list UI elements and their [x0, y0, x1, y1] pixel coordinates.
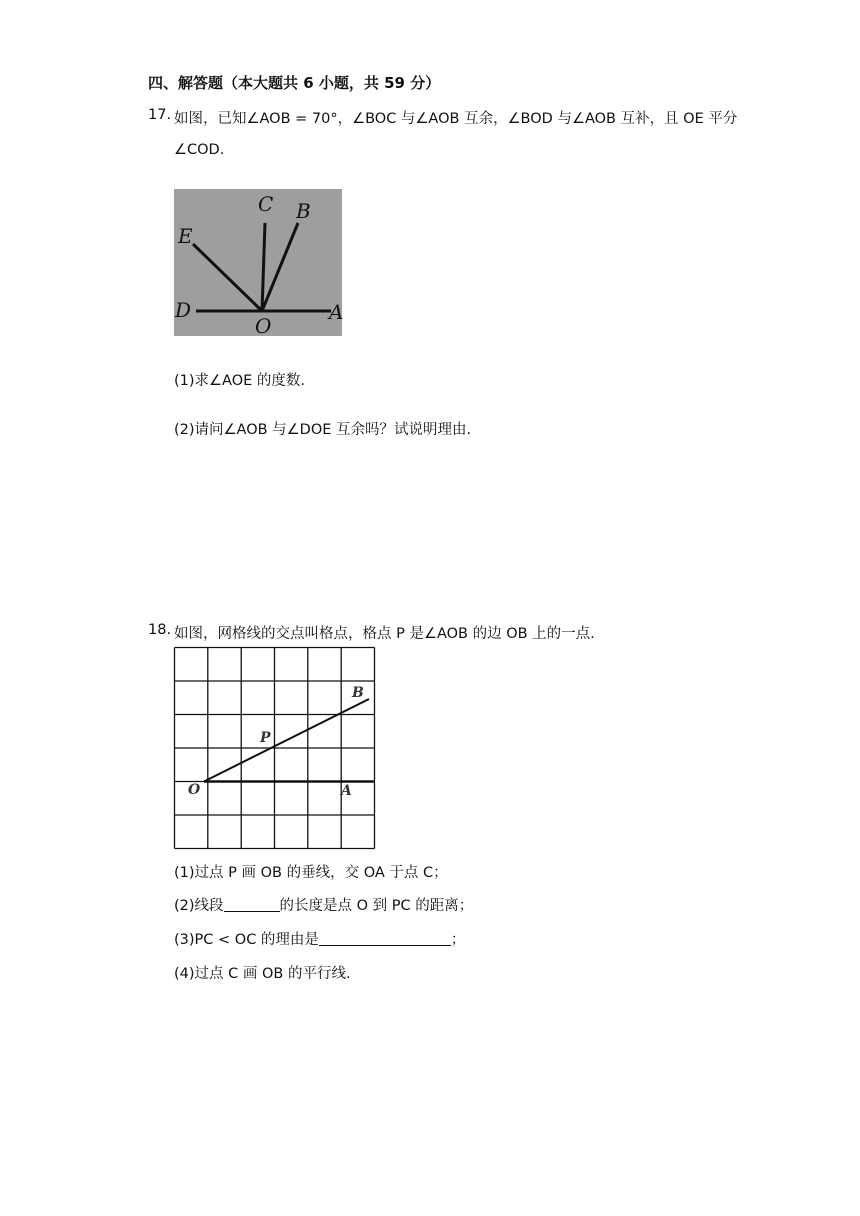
q17-intro-line1: 如图，已知∠AOB = 70°，∠BOC 与∠AOB 互余，∠BOD 与∠AOB 互补，且 OE 平分 [174, 111, 738, 127]
q17-number: 17. [148, 107, 172, 123]
q18-sub3-prefix: (3)PC < OC 的理由是 [174, 932, 319, 948]
label-o: O [188, 782, 201, 798]
q17-intro-line2: ∠COD. [174, 142, 225, 158]
q18-sub4: (4)过点 C 画 OB 的平行线. [174, 966, 351, 982]
q18-number: 18. [148, 622, 172, 638]
label-d: D [175, 298, 192, 322]
q17-angle-svg [174, 189, 342, 336]
label-p: P [260, 730, 271, 746]
label-c: C [258, 192, 274, 216]
q18-sub3-suffix: ； [450, 932, 466, 948]
q18-sub2-answer-blank[interactable] [224, 897, 280, 912]
label-e: E [178, 224, 193, 248]
label-b: B [296, 199, 311, 223]
q18-sub3 [174, 928, 465, 949]
q18-intro: 如图，网格线的交点叫格点，格点 P 是∠AOB 的边 OB 上的一点. [174, 626, 595, 642]
q18-sub1: (1)过点 P 画 OB 的垂线，交 OA 于点 C； [174, 865, 448, 881]
label-a: A [329, 300, 344, 324]
label-b: B [352, 685, 364, 701]
section-title: 四、解答题（本大题共 6 小题，共 59 分） [148, 74, 441, 92]
q18-sub2-suffix: 的长度是点 O 到 PC 的距离； [279, 898, 474, 914]
q18-sub2 [174, 894, 473, 915]
q17-sub1: (1)求∠AOE 的度数. [174, 373, 305, 389]
q18-sub3-answer-blank[interactable] [319, 931, 451, 946]
q18-grid-svg [174, 647, 375, 849]
label-o: O [255, 314, 272, 338]
q18-sub2-prefix: (2)线段 [174, 898, 224, 914]
q17-angle-figure [174, 189, 342, 336]
q18-grid-figure [174, 647, 375, 849]
label-a: A [341, 783, 352, 799]
q17-sub2: (2)请问∠AOB 与∠DOE 互余吗？试说明理由. [174, 422, 472, 438]
